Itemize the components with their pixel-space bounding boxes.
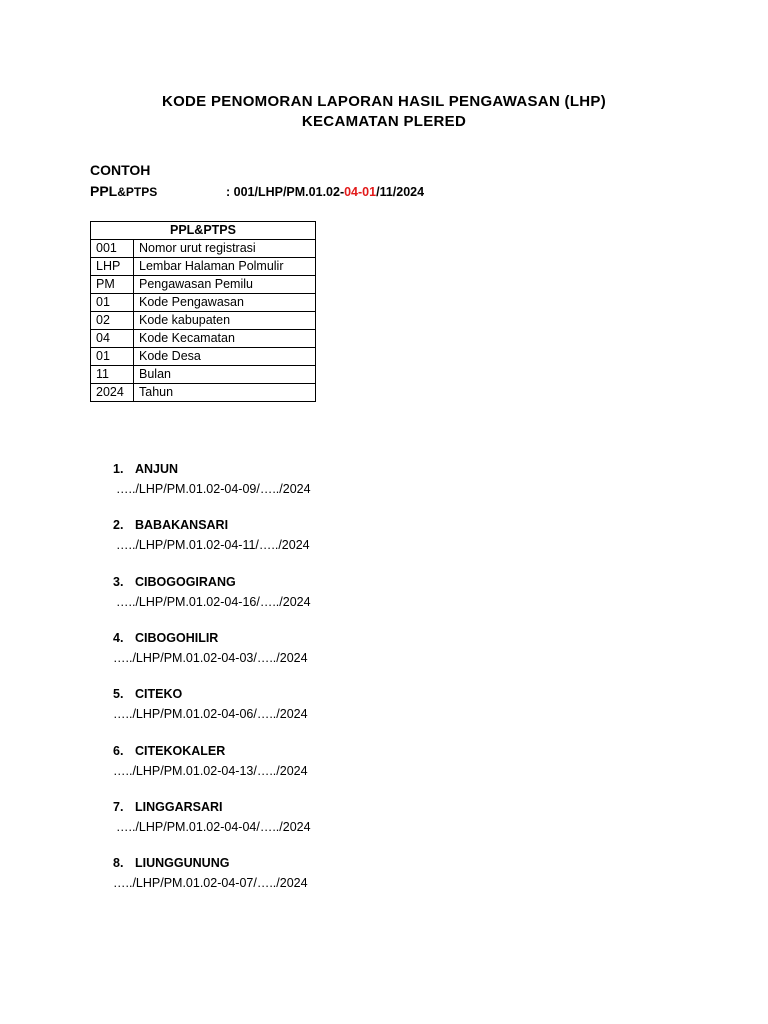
table-row (91, 366, 316, 384)
table-cell-description: Kode Kecamatan (134, 330, 316, 348)
table-cell-description: Kode kabupaten (134, 312, 316, 330)
example-label (90, 183, 157, 199)
village-name (113, 687, 182, 701)
village-code: …../LHP/PM.01.02-04-16/…../2024 (116, 594, 311, 609)
village-code: …../LHP/PM.01.02-04-11/…../2024 (116, 538, 310, 553)
legend-table (90, 221, 316, 402)
table-row (91, 258, 316, 276)
table-cell-code: 001 (91, 240, 134, 258)
table-row (91, 294, 316, 312)
table-cell-code: LHP (91, 258, 134, 276)
table-row (91, 330, 316, 348)
legend-table-header-row (91, 222, 316, 240)
village-code: …../LHP/PM.01.02-04-13/…../2024 (113, 763, 308, 778)
table-row (91, 312, 316, 330)
table-cell-code: 02 (91, 312, 134, 330)
table-cell-code: 04 (91, 330, 134, 348)
village-name (113, 575, 236, 589)
village-number: 2. (113, 518, 124, 533)
village-name-text: CIBOGOHILIR (135, 630, 219, 645)
village-number: 8. (113, 856, 124, 871)
table-cell-description: Kode Pengawasan (134, 294, 316, 312)
table-row (91, 348, 316, 366)
village-number: 1. (113, 462, 124, 476)
village-name (113, 744, 225, 758)
village-name (113, 800, 223, 814)
example-label-small: &PTPS (117, 185, 158, 199)
example-code-highlight: 04-01 (344, 185, 377, 199)
example-label-main: PPL (90, 183, 118, 199)
table-cell-description: Pengawasan Pemilu (134, 276, 316, 294)
village-name-text: LINGGARSARI (135, 799, 223, 814)
village-name (113, 462, 178, 476)
table-row (91, 276, 316, 294)
village-code: …../LHP/PM.01.02-04-09/…../2024 (116, 482, 311, 496)
village-number: 6. (113, 743, 124, 758)
table-cell-description: Bulan (134, 366, 316, 384)
example-code (226, 185, 424, 199)
table-cell-code: 11 (91, 366, 134, 384)
table-row (91, 240, 316, 258)
village-number: 5. (113, 687, 124, 702)
village-name-text: BABAKANSARI (135, 518, 229, 533)
table-row (91, 384, 316, 402)
village-name-text: CIBOGOGIRANG (135, 574, 236, 589)
village-number: 7. (113, 799, 124, 814)
village-name (113, 631, 218, 645)
legend-table-header: PPL&PTPS (91, 222, 316, 240)
village-code: …../LHP/PM.01.02-04-03/…../2024 (113, 650, 308, 665)
table-cell-description: Kode Desa (134, 348, 316, 366)
table-cell-description: Tahun (134, 384, 316, 402)
village-code: …../LHP/PM.01.02-04-06/…../2024 (113, 707, 308, 722)
document-subtitle: KECAMATAN PLERED (301, 113, 467, 130)
document-title: KODE PENOMORAN LAPORAN HASIL PENGAWASAN (LHP) (161, 93, 607, 110)
table-cell-code: 01 (91, 294, 134, 312)
example-code-suffix: /11/2024 (376, 185, 425, 199)
table-cell-code: PM (91, 276, 134, 294)
table-cell-description: Lembar Halaman Polmulir (134, 258, 316, 276)
village-number: 3. (113, 574, 124, 589)
village-name-text: CITEKOKALER (135, 743, 226, 758)
table-cell-description: Nomor urut registrasi (134, 240, 316, 258)
village-name-text: LIUNGGUNUNG (135, 856, 230, 871)
example-heading: CONTOH (90, 162, 151, 178)
legend-table-body (91, 240, 316, 402)
village-name (113, 856, 229, 870)
table-cell-code: 01 (91, 348, 134, 366)
village-name-text: CITEKO (135, 687, 183, 702)
village-name-text: ANJUN (135, 462, 179, 476)
village-name (113, 518, 228, 532)
village-code: …../LHP/PM.01.02-04-07/…../2024 (113, 876, 308, 891)
village-code: …../LHP/PM.01.02-04-04/…../2024 (116, 819, 311, 834)
village-number: 4. (113, 630, 124, 645)
example-code-prefix: : 001/LHP/PM.01.02- (226, 185, 345, 199)
table-cell-code: 2024 (91, 384, 134, 402)
